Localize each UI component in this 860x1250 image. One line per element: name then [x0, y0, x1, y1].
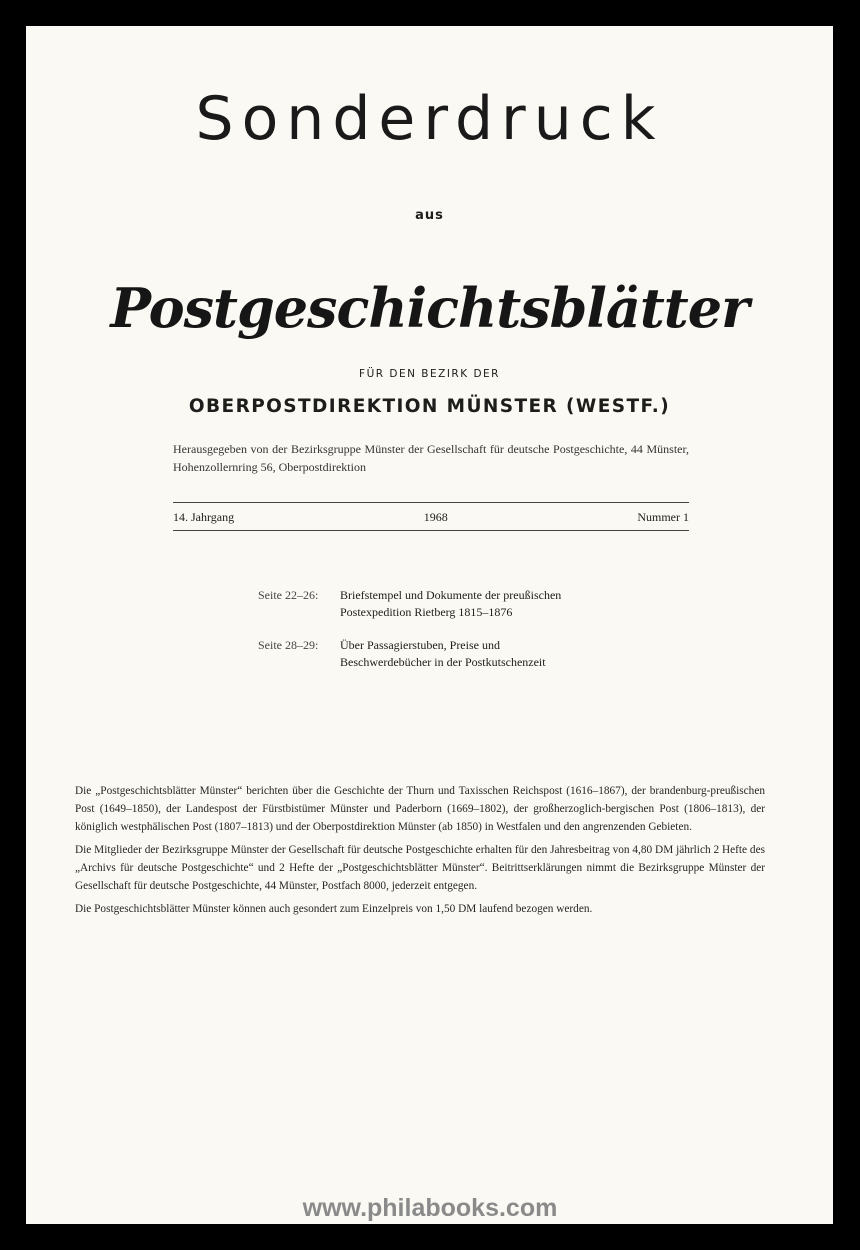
info-paragraph: Die Mitglieder der Bezirksgruppe Münster der Gesellschaft für deutsche Postgeschichte erhalten für den Jahresbeitrag von 4,80 DM jährlich 2 Hefte des „Archivs für deutsche Postgeschichte“ und 2 Hefte der „Postgeschichtsblätter Münster“. Beitrittserklärungen nimmt die Bezirksgruppe Münster der Gesellschaft für deutsche Postgeschichte, 44 Münster, Postfach 8000, jederzeit entgegen. — [75, 844, 765, 892]
contents-title-line: Postexpedition Rietberg 1815–1876 — [340, 605, 513, 619]
watermark-text: www.philabooks.com — [302, 1194, 558, 1222]
contents-pages: Seite 22–26: — [258, 588, 319, 602]
issue-rule-top — [173, 502, 689, 503]
issue-year: 1968 — [423, 510, 448, 524]
contents-entry — [258, 637, 678, 671]
document-page — [26, 26, 833, 1224]
district-name: OBERPOSTDIREKTION MÜNSTER (WESTF.) — [188, 396, 671, 417]
contents-title-line: Briefstempel und Dokumente der preußischen — [340, 588, 562, 602]
contents-title-line: Beschwerdebücher in der Postkutschenzeit — [340, 655, 546, 669]
journal-subline: FÜR DEN BEZIRK DER — [359, 368, 500, 380]
info-paragraph: Die „Postgeschichtsblätter Münster“ berichten über die Geschichte der Thurn und Taxisschen Reichspost (1616–1867), der brandenburg-preußischen Post (1649–1850), der Landespost der Fürstbistümer Münster und Paderborn (1669–1802), der großherzoglich-bergischen Post (1806–1813), der königlich westphälischen Post (1807–1813) und der Oberpostdirektion Münster (ab 1850) in Westfalen und den angrenzenden Gebieten. — [75, 785, 765, 833]
document-title: Sonderdruck — [195, 84, 664, 154]
issue-number: Nummer 1 — [637, 510, 689, 524]
issue-line — [173, 510, 689, 525]
issue-volume: 14. Jahrgang — [173, 510, 235, 524]
journal-name: Postgeschichtsblätter — [110, 276, 749, 340]
info-text — [75, 782, 765, 923]
contents-entry — [258, 587, 678, 621]
issue-rule-bottom — [173, 530, 689, 531]
contents-pages: Seite 28–29: — [258, 638, 319, 652]
info-paragraph: Die Postgeschichtsblätter Münster können auch gesondert zum Einzelpreis von 1,50 DM laufend bezogen werden. — [75, 903, 593, 915]
contents-list — [258, 587, 678, 687]
contents-title-line: Über Passagierstuben, Preise und — [340, 638, 500, 652]
publisher-note: Herausgegeben von der Bezirksgruppe Münster der Gesellschaft für deutsche Postgeschichte, 44 Münster, Hohenzollernring 56, Oberpostdirektion — [173, 442, 689, 474]
from-word: aus — [415, 208, 444, 223]
